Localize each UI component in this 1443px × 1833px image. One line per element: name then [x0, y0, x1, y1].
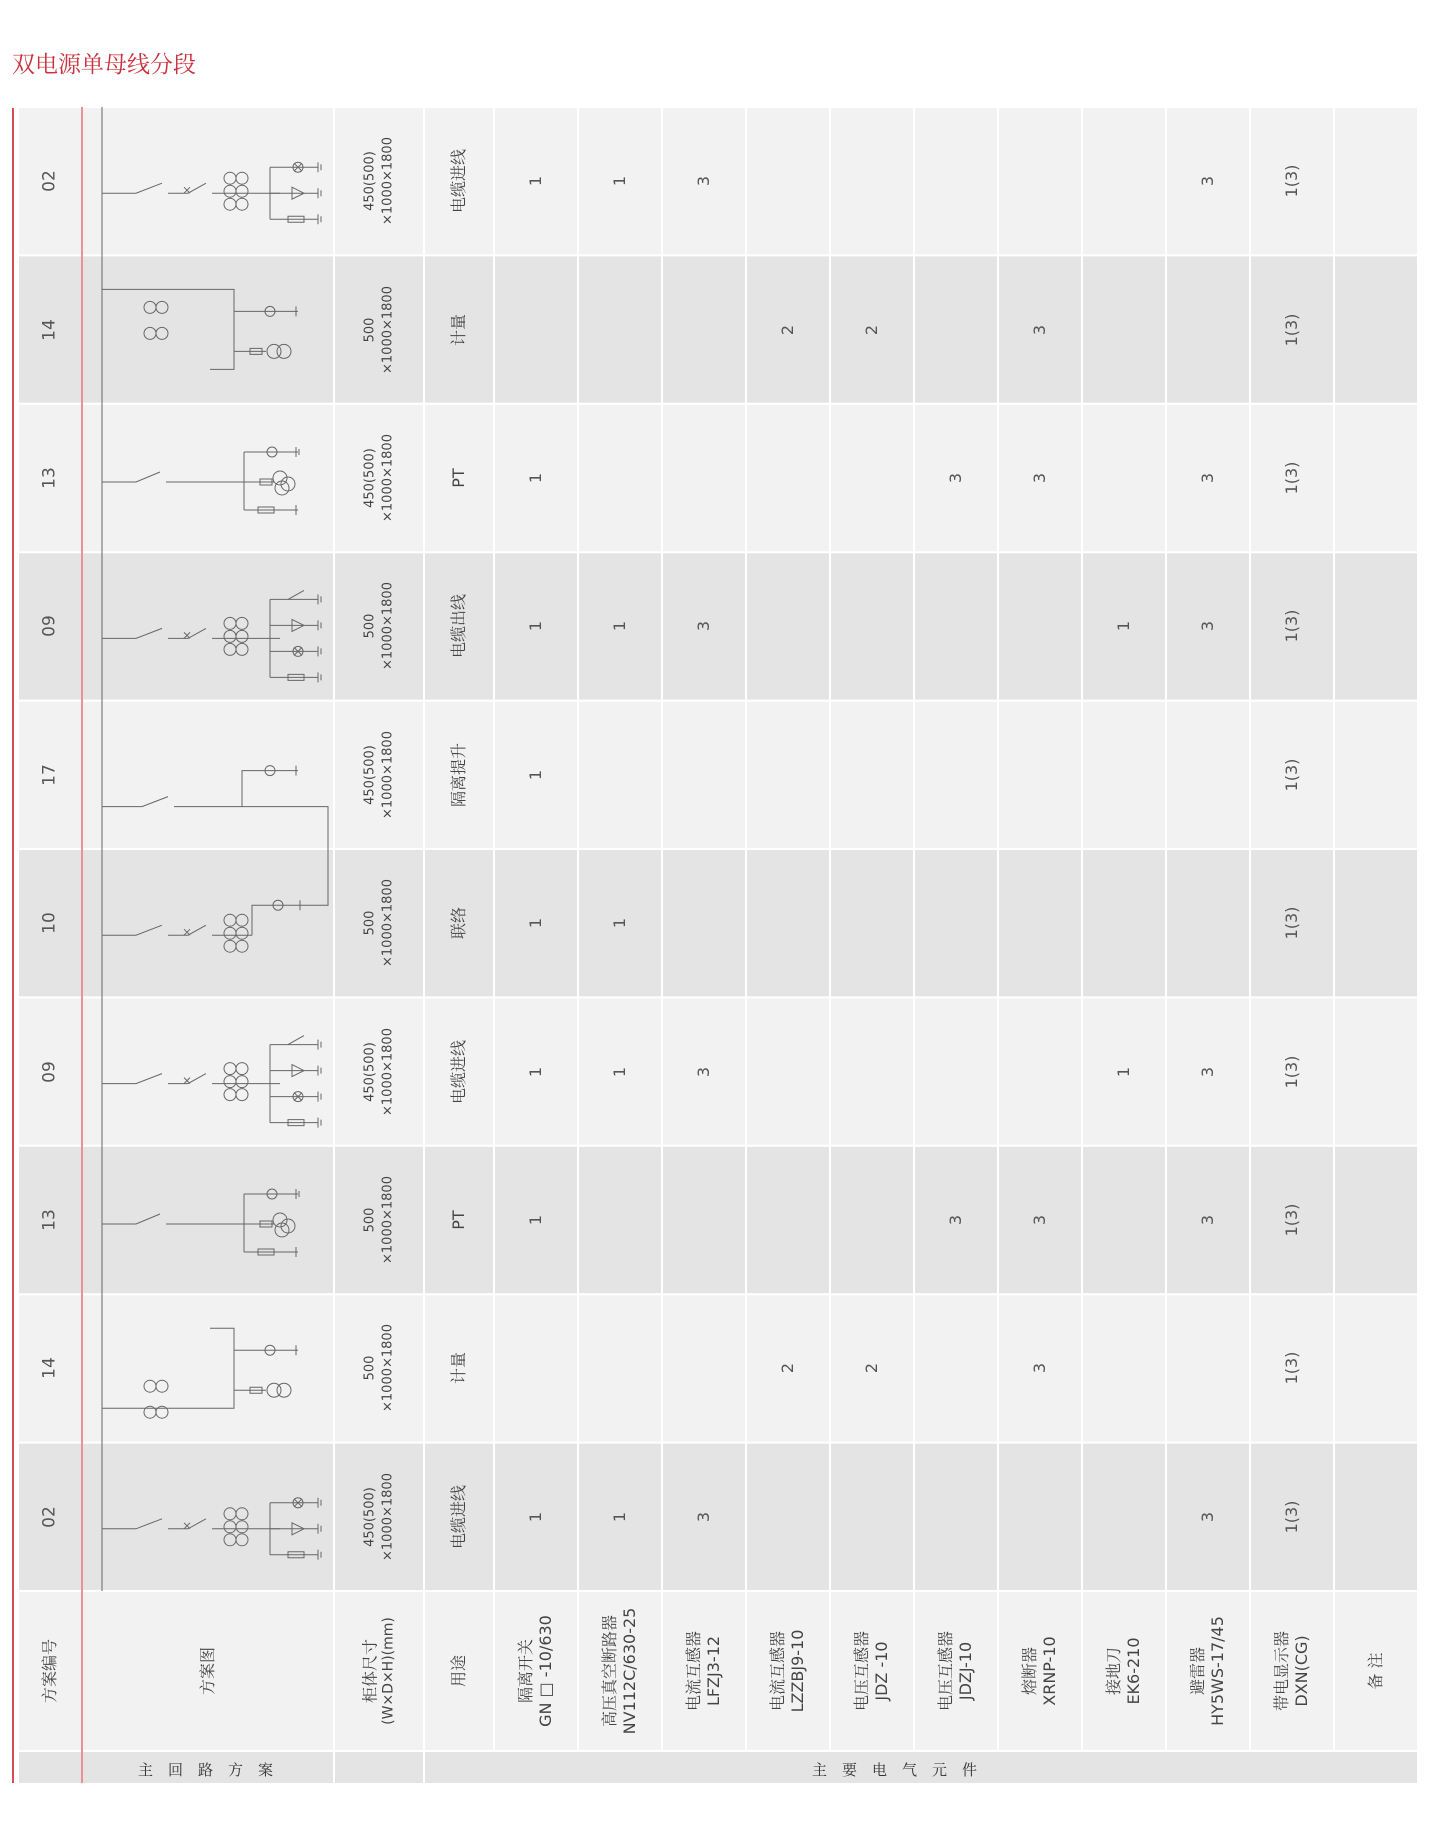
component-model: XRNP-10	[1040, 1636, 1059, 1706]
cabinet-size	[361, 434, 396, 522]
header-component	[684, 1631, 724, 1711]
scheme-number: 14	[39, 318, 60, 341]
header-component	[1272, 1631, 1312, 1711]
cabinet-size-width: 450(500)	[362, 151, 378, 212]
cabinet-size-dims: ×1000×1800	[380, 137, 395, 226]
scheme-number: 17	[39, 763, 60, 786]
component-qty: 1(3)	[1282, 758, 1301, 792]
header-remarks: 备 注	[1366, 1652, 1385, 1690]
component-qty: 1	[610, 621, 629, 632]
scheme-number: 13	[39, 467, 60, 489]
component-qty: 3	[1198, 176, 1217, 187]
component-name: 电压互感器	[936, 1630, 955, 1712]
cabinet-size-width: 450(500)	[362, 1486, 378, 1547]
cabinet-size-width: 500	[362, 1207, 378, 1233]
cabinet-size-width: 450(500)	[362, 1041, 378, 1102]
component-qty: 1(3)	[1282, 1203, 1301, 1237]
cabinet-size-dims: ×1000×1800	[380, 730, 395, 819]
cabinet-size-dims: ×1000×1800	[380, 1176, 395, 1264]
component-qty: 1(3)	[1282, 1351, 1301, 1385]
component-qty: 3	[946, 472, 965, 484]
cabinet-size-width: 500	[362, 910, 378, 936]
component-qty: 1(3)	[1282, 1055, 1301, 1089]
component-qty: 2	[778, 1363, 797, 1374]
component-qty: 3	[694, 621, 713, 632]
component-qty: 1	[610, 1066, 629, 1077]
footer-main-circuit-char: 方	[228, 1761, 244, 1779]
component-name: 电压互感器	[852, 1630, 871, 1712]
component-qty: 1	[526, 1511, 545, 1522]
header-scheme-number: 方案编号	[40, 1638, 59, 1704]
component-qty: 1(3)	[1282, 609, 1301, 643]
scheme-number: 10	[39, 912, 60, 935]
cabinet-size	[361, 286, 396, 374]
header-component	[516, 1615, 556, 1727]
component-qty: 1	[526, 1066, 545, 1077]
scheme-purpose: 联络	[449, 907, 468, 940]
cabinet-size	[361, 1028, 396, 1116]
component-model: EK6-210	[1124, 1637, 1143, 1705]
component-name: 带电显示器	[1272, 1630, 1291, 1712]
header-cabinet-size-line: (W×D×H)(mm)	[380, 1617, 397, 1725]
footer-main-elements-char: 元	[932, 1761, 948, 1779]
component-model: NV112C/630-25	[620, 1607, 639, 1735]
header-scheme-diagram: 方案图	[198, 1646, 217, 1696]
component-qty: 3	[1030, 1214, 1049, 1226]
footer-main-circuit-char: 路	[198, 1761, 214, 1779]
component-qty: 1(3)	[1282, 313, 1301, 347]
component-qty: 2	[862, 1363, 881, 1374]
cabinet-size-dims: ×1000×1800	[380, 1472, 395, 1561]
component-qty: 2	[862, 324, 881, 335]
scheme-purpose: 计量	[449, 313, 468, 346]
scheme-purpose: 隔离提升	[449, 742, 468, 807]
header-component	[1188, 1616, 1228, 1726]
scheme-number: 13	[39, 1209, 60, 1231]
scheme-row-band	[18, 1294, 1418, 1442]
scheme-purpose: PT	[449, 468, 468, 488]
component-qty: 3	[1030, 324, 1049, 335]
header-component	[1104, 1637, 1144, 1704]
component-qty: 1	[1114, 1066, 1133, 1077]
cabinet-size-dims: ×1000×1800	[380, 1027, 395, 1116]
component-name: 接地刀	[1104, 1647, 1123, 1696]
footer-main-elements-char: 主	[812, 1761, 828, 1779]
cabinet-size-width: 500	[362, 1355, 378, 1381]
component-qty: 1	[526, 918, 545, 929]
component-qty: 1	[526, 472, 545, 484]
scheme-number: 14	[39, 1357, 60, 1380]
component-qty: 3	[1198, 621, 1217, 632]
cabinet-size-dims: ×1000×1800	[380, 285, 395, 374]
component-qty: 3	[1198, 1066, 1217, 1077]
scheme-purpose: PT	[449, 1210, 468, 1230]
footer-main-circuit-char: 回	[168, 1761, 184, 1779]
component-qty: 1(3)	[1282, 461, 1301, 495]
component-qty: 1(3)	[1282, 906, 1301, 940]
footer-main-elements-char: 气	[902, 1761, 918, 1779]
footer-main-elements-char: 电	[872, 1761, 888, 1779]
components-header	[424, 1591, 1418, 1751]
header-purpose: 用途	[449, 1654, 468, 1688]
cabinet-size	[361, 1176, 396, 1264]
cabinet-size	[361, 879, 396, 967]
scheme-purpose: 电缆进线	[449, 149, 468, 214]
cabinet-size-dims: ×1000×1800	[380, 879, 395, 968]
cabinet-size-width: 450(500)	[362, 448, 378, 508]
page-title: 双电源单母线分段	[12, 52, 196, 78]
component-name: 电流互感器	[684, 1630, 703, 1712]
footer-main-circuit-char: 案	[258, 1761, 274, 1779]
scheme-number: 09	[39, 1060, 60, 1083]
component-qty: 1	[526, 176, 545, 187]
component-qty: 1	[610, 176, 629, 187]
header-component	[936, 1631, 976, 1711]
component-qty: 3	[1030, 472, 1049, 484]
cabinet-size-width: 500	[362, 317, 378, 343]
cabinet-size-width: 450(500)	[362, 744, 378, 805]
component-qty: 1	[526, 769, 545, 780]
component-model: LZZBJ9-10	[788, 1629, 807, 1713]
component-model: JDZ -10	[872, 1641, 891, 1701]
header-cabinet-size-line: 柜体尺寸	[360, 1638, 380, 1704]
header-component	[768, 1630, 808, 1713]
component-qty: 3	[694, 1066, 713, 1077]
component-name: 隔离开关	[516, 1639, 535, 1704]
component-model: LFZJ3-12	[704, 1635, 723, 1707]
footer-main-elements-char: 要	[842, 1761, 858, 1779]
component-model: GN □ -10/630	[536, 1615, 555, 1727]
component-qty: 3	[946, 1214, 965, 1226]
scheme-number: 09	[39, 615, 60, 638]
component-qty: 3	[1198, 1214, 1217, 1226]
component-name: 高压真空断路器	[600, 1615, 619, 1728]
component-qty: 1	[610, 918, 629, 929]
component-name: 熔断器	[1020, 1646, 1039, 1696]
scheme-row-band	[18, 701, 1418, 849]
cabinet-size	[361, 582, 396, 670]
header-component	[852, 1631, 892, 1711]
scheme-purpose: 计量	[449, 1352, 468, 1385]
component-qty: 3	[694, 1511, 713, 1522]
component-qty: 1	[610, 1511, 629, 1522]
header-cabinet-size	[360, 1617, 398, 1725]
cabinet-size-width: 500	[362, 613, 378, 639]
scheme-number: 02	[39, 170, 60, 193]
cabinet-size	[361, 1324, 396, 1412]
cabinet-size	[361, 731, 396, 819]
scheme-row-band	[18, 849, 1418, 997]
footer-main-circuit-char: 主	[138, 1761, 154, 1779]
scheme-number: 02	[39, 1505, 60, 1528]
header-component	[600, 1608, 640, 1735]
component-model: HY5WS-17/45	[1208, 1616, 1227, 1726]
scheme-purpose: 电缆出线	[449, 594, 468, 659]
component-qty: 3	[1198, 472, 1217, 484]
header-component	[1020, 1636, 1060, 1705]
component-qty: 1(3)	[1282, 1500, 1301, 1534]
component-name: 避雷器	[1188, 1647, 1207, 1696]
cabinet-size-dims: ×1000×1800	[380, 582, 395, 671]
cabinet-size-dims: ×1000×1800	[380, 1324, 395, 1413]
component-qty: 1(3)	[1282, 164, 1301, 198]
component-model: DXN(CG)	[1292, 1635, 1311, 1707]
scheme-purpose: 电缆进线	[449, 1039, 468, 1104]
component-qty: 1	[1114, 621, 1133, 632]
component-qty: 1	[526, 1214, 545, 1226]
component-qty: 1	[526, 621, 545, 632]
component-qty: 2	[778, 324, 797, 335]
component-qty: 3	[694, 176, 713, 187]
cabinet-size	[361, 137, 396, 225]
component-model: JDZJ-10	[956, 1641, 975, 1701]
scheme-row-band	[18, 255, 1418, 403]
cabinet-size	[361, 1473, 396, 1561]
cabinet-size-dims: ×1000×1800	[380, 434, 395, 522]
component-qty: 3	[1030, 1363, 1049, 1374]
component-qty: 3	[1198, 1511, 1217, 1522]
component-name: 电流互感器	[768, 1631, 787, 1712]
scheme-purpose: 电缆进线	[449, 1484, 468, 1549]
footer-main-elements-char: 件	[962, 1761, 978, 1779]
